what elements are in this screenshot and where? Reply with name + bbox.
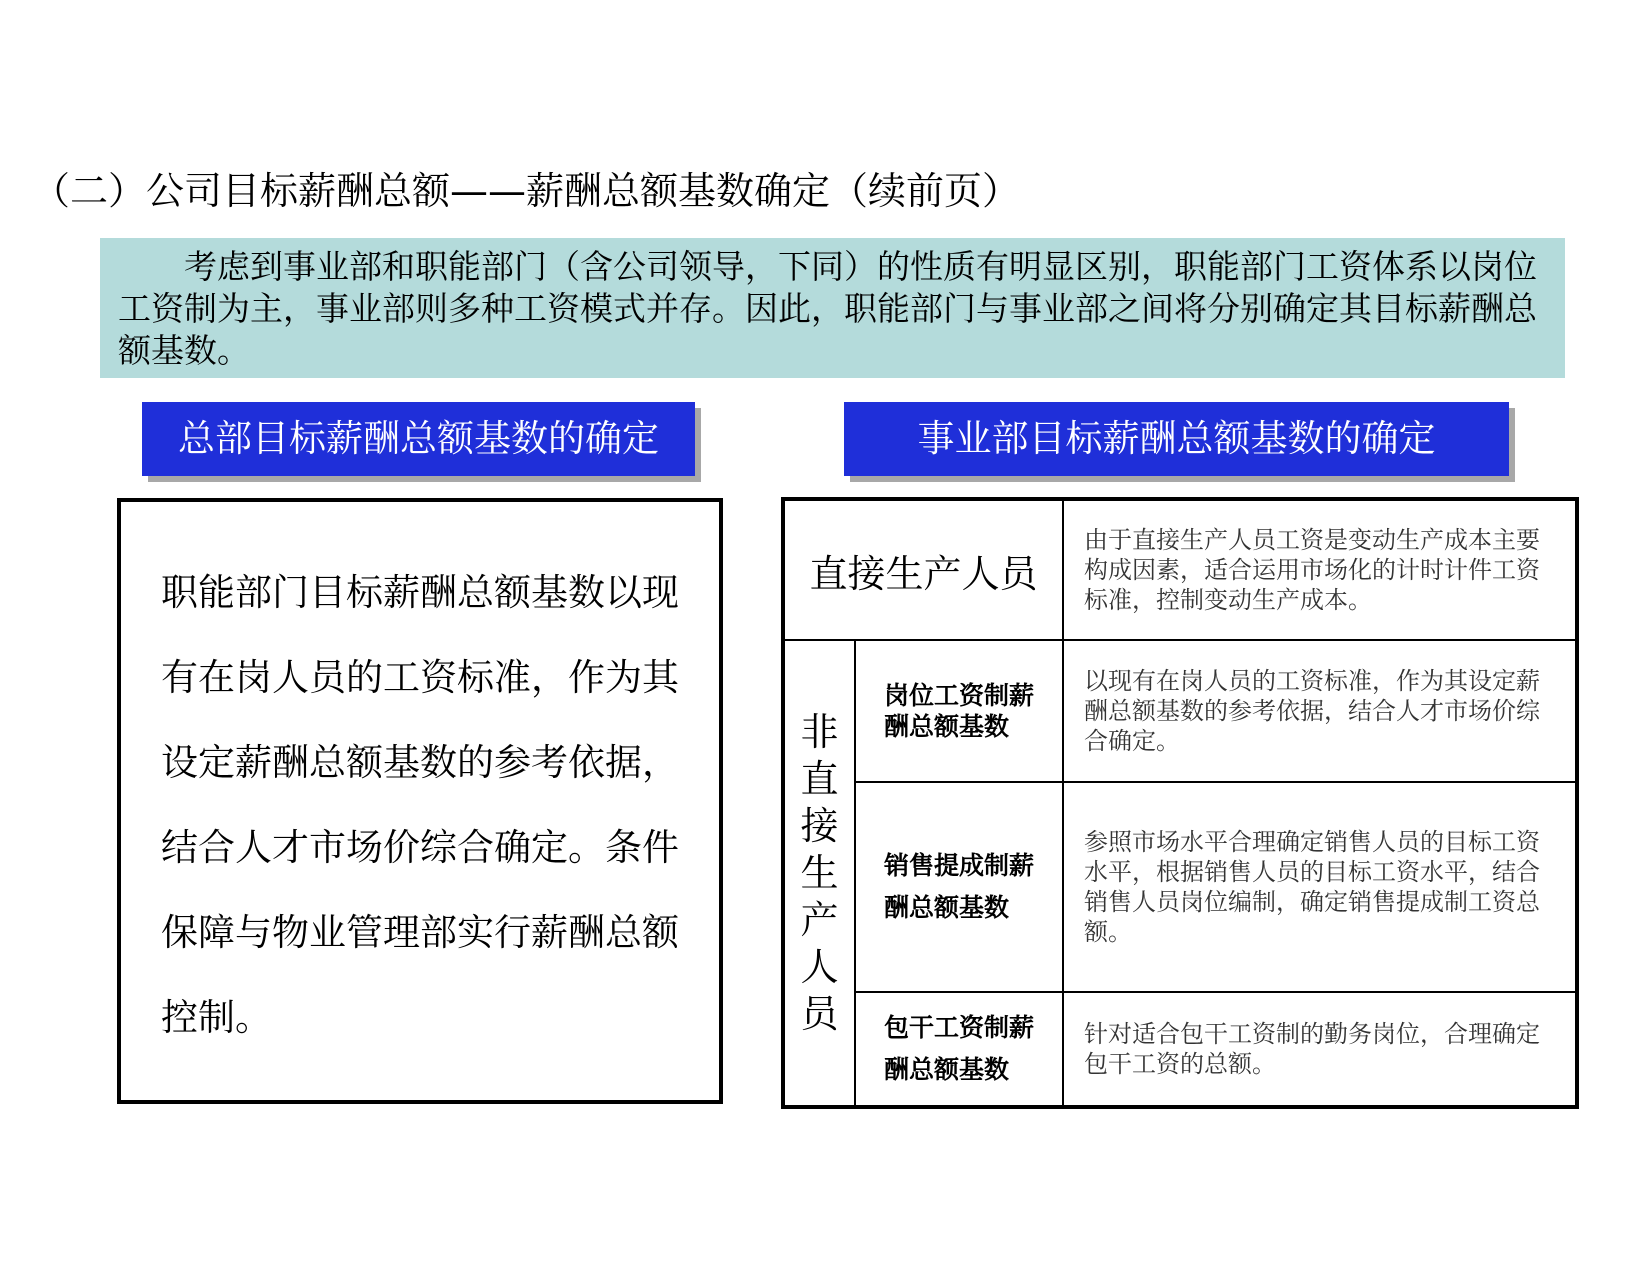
table-row bbox=[783, 992, 1577, 1107]
table-row-direct bbox=[783, 499, 1577, 640]
hq-section-header: 总部目标薪酬总额基数的确定 bbox=[142, 402, 695, 476]
hq-description-text: 职能部门目标薪酬总额基数以现有在岗人员的工资标准，作为其设定薪酬总额基数的参考依据，结合人才市场价综合确定。条件保障与物业管理部实行薪酬总额控制。 bbox=[161, 571, 679, 1039]
direct-staff-label: 直接生产人员 bbox=[783, 499, 1063, 640]
sales-commission-desc: 参照市场水平合理确定销售人员的目标工资水平，根据销售人员的目标工资水平，结合销售人员岗位编制，确定销售提成制工资总额。 bbox=[1063, 782, 1577, 992]
direct-staff-desc: 由于直接生产人员工资是变动生产成本主要构成因素，适合运用市场化的计时计件工资标准，控制变动生产成本。 bbox=[1063, 499, 1577, 640]
lump-sum-desc: 针对适合包干工资制的勤务岗位，合理确定包干工资的总额。 bbox=[1063, 992, 1577, 1107]
sales-commission-label: 销售提成制薪酬总额基数 bbox=[855, 782, 1063, 992]
lump-sum-label: 包干工资制薪酬总额基数 bbox=[855, 992, 1063, 1107]
division-table bbox=[781, 497, 1579, 1109]
page-title: （二）公司目标薪酬总额——薪酬总额基数确定（续前页） bbox=[32, 169, 1021, 213]
intro-paragraph: 考虑到事业部和职能部门（含公司领导，下同）的性质有明显区别，职能部门工资体系以岗位工资制为主，事业部则多种工资模式并存。因此，职能部门与事业部之间将分别确定其目标薪酬总额基数。 bbox=[100, 238, 1565, 378]
table-row bbox=[783, 782, 1577, 992]
table-row bbox=[783, 640, 1577, 782]
position-salary-label: 岗位工资制薪酬总额基数 bbox=[855, 640, 1063, 782]
hq-description-box bbox=[117, 498, 723, 1104]
division-section-header: 事业部目标薪酬总额基数的确定 bbox=[844, 402, 1509, 476]
position-salary-desc: 以现有在岗人员的工资标准，作为其设定薪酬总额基数的参考依据，结合人才市场价综合确定。 bbox=[1063, 640, 1577, 782]
indirect-staff-label: 非 直 接 生 产 人 员 bbox=[783, 640, 855, 1107]
